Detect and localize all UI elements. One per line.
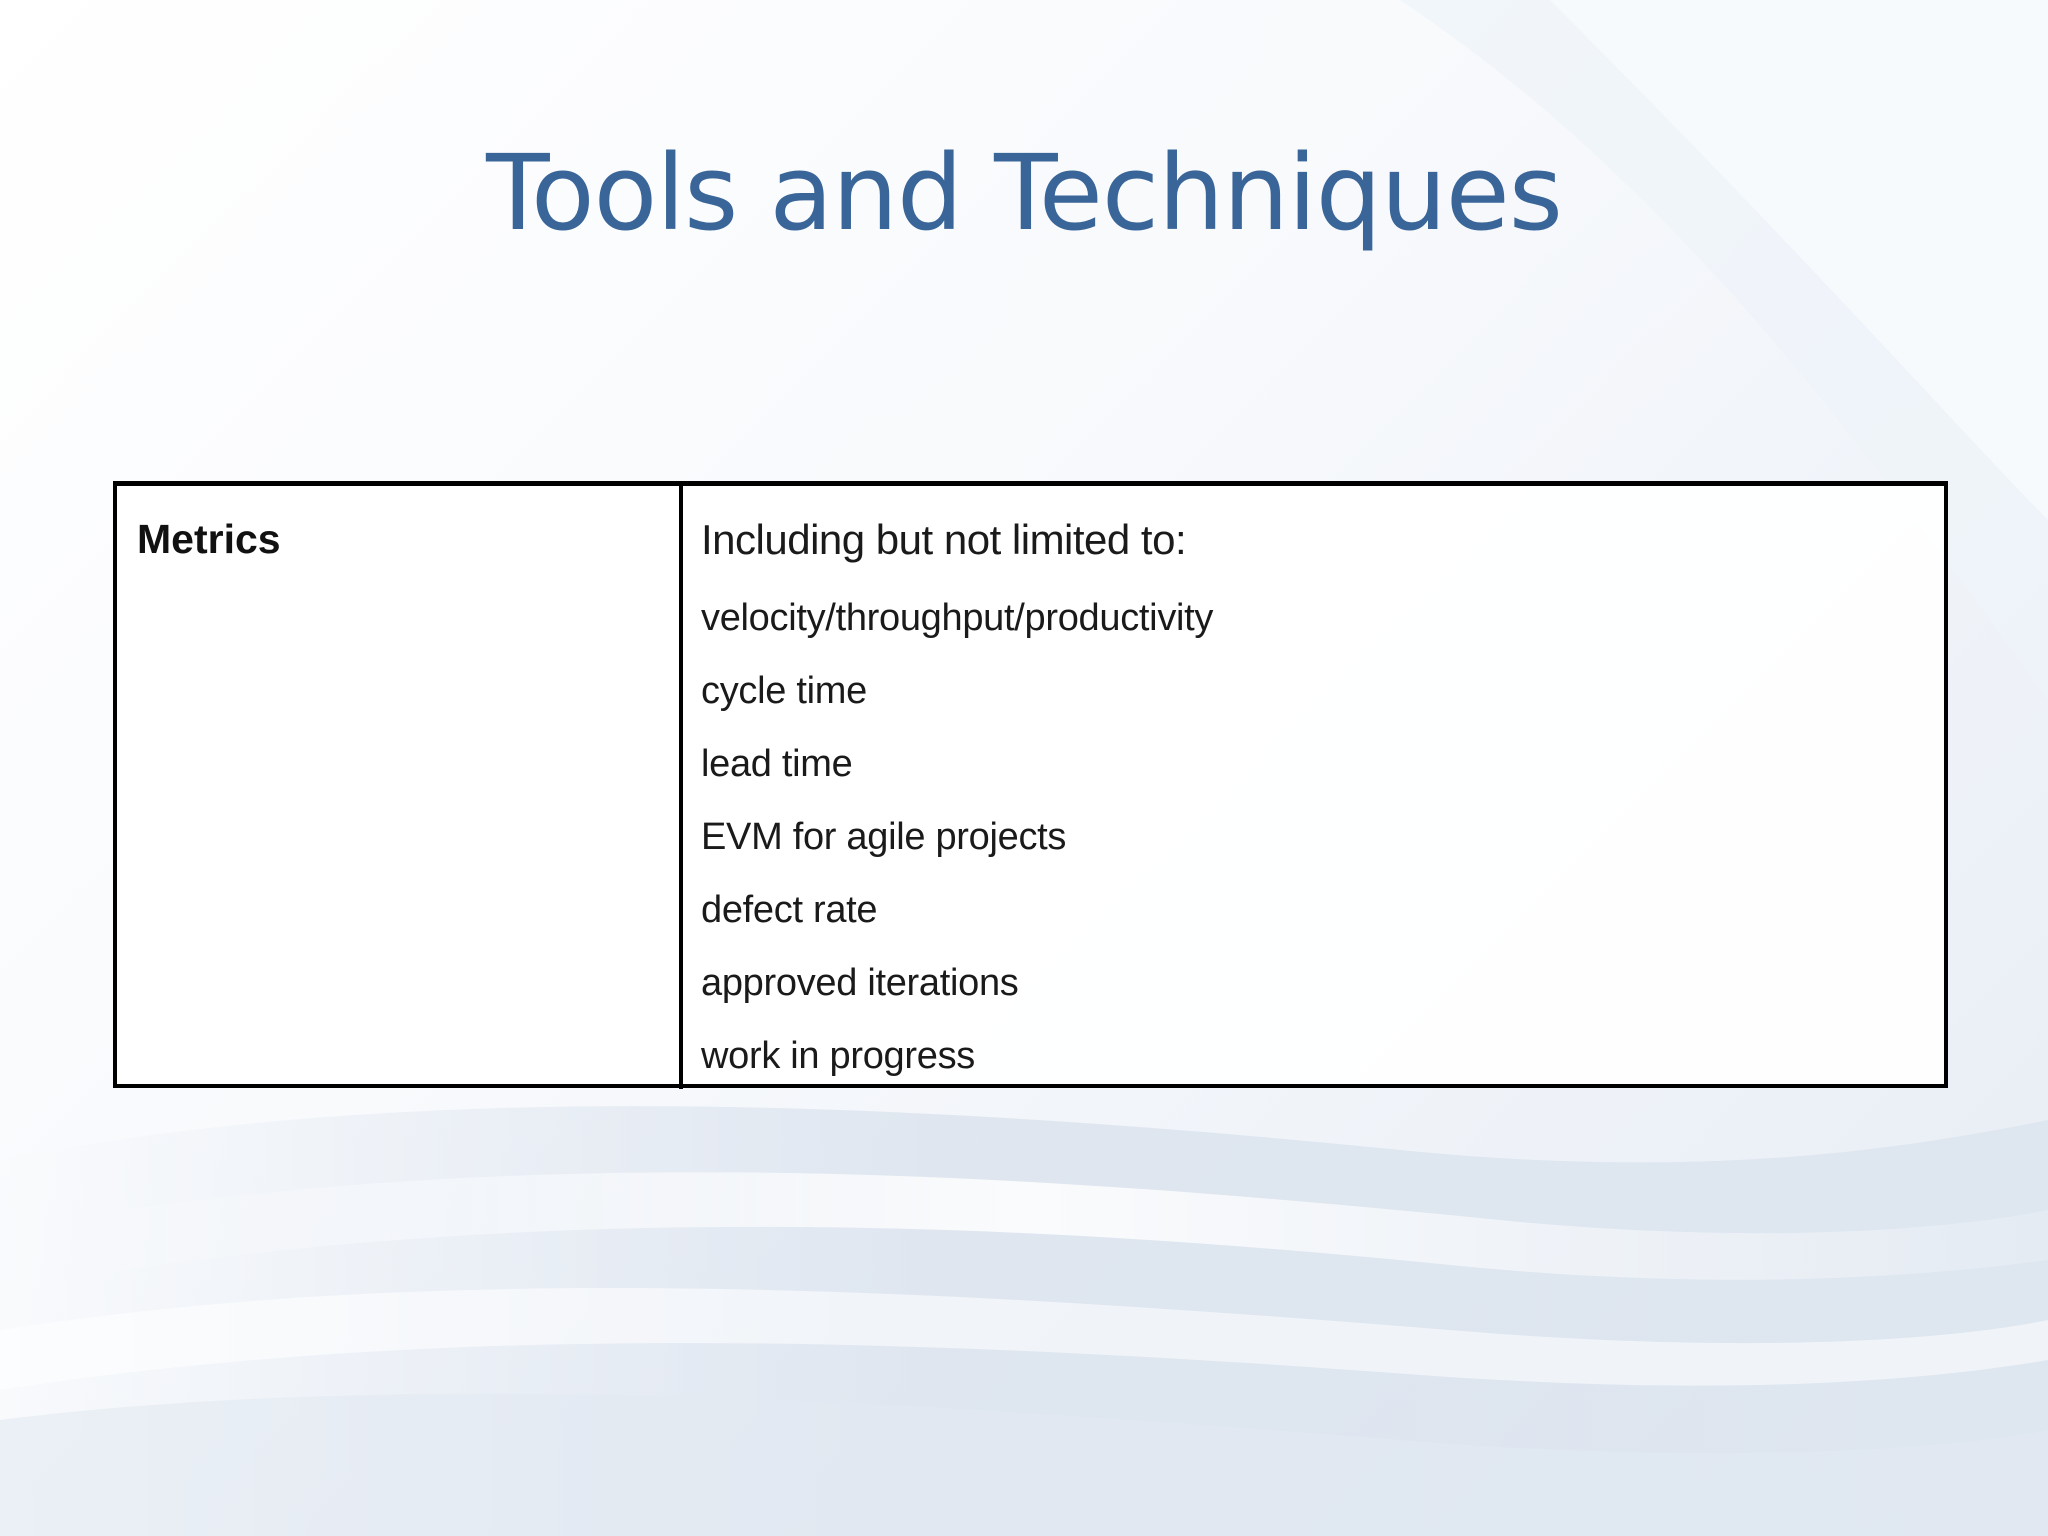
list-item: EVM for agile projects: [701, 816, 1067, 858]
list-item: cycle time: [701, 670, 867, 712]
slide-title: Tools and Techniques: [486, 132, 1562, 254]
list-item: velocity/throughput/productivity: [701, 597, 1214, 639]
metrics-list: [701, 582, 1213, 1093]
metrics-heading: Including but not limited to:: [701, 516, 1187, 563]
column-divider: [679, 482, 683, 1089]
metrics-label: Metrics: [137, 516, 281, 562]
list-item: lead time: [701, 743, 853, 785]
list-item: defect rate: [701, 889, 878, 931]
list-item: work in progress: [701, 1035, 975, 1077]
list-item: approved iterations: [701, 962, 1019, 1004]
metrics-table: [113, 481, 1948, 1088]
metrics-content: [701, 516, 1213, 1093]
